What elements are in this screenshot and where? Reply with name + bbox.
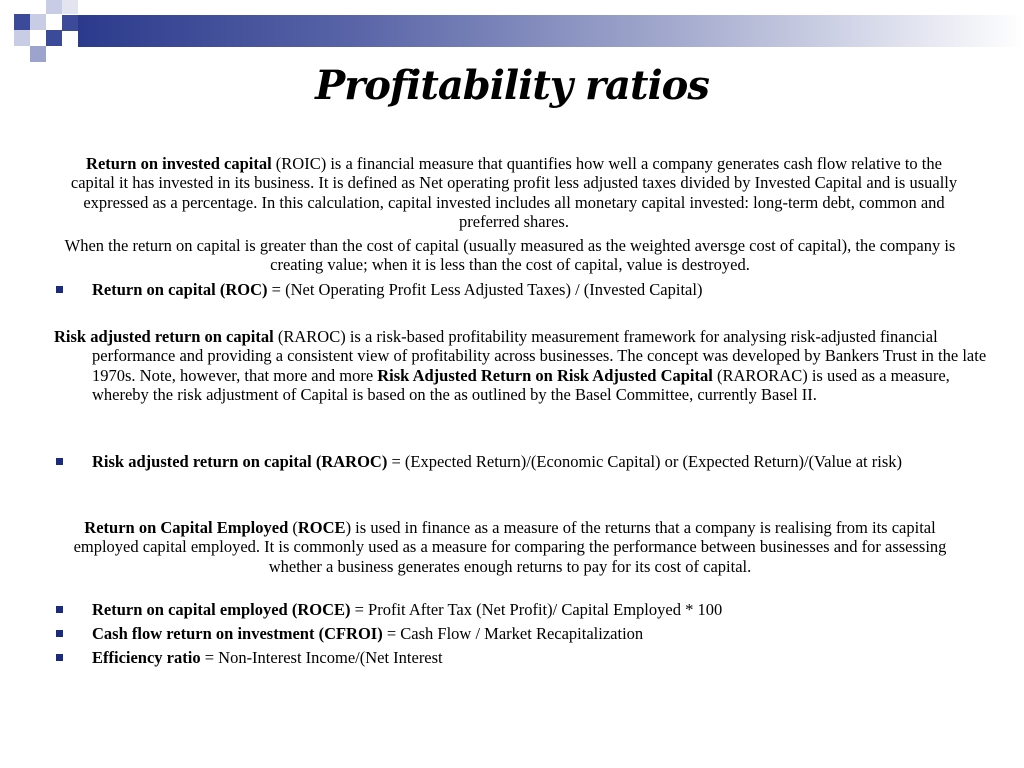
roce-paragraph <box>54 518 966 576</box>
bullet-term: Efficiency ratio <box>92 648 201 667</box>
roc-term: Return on capital (ROC) <box>92 280 268 299</box>
raroc-body-1: (RAROC) is a risk-based profitability measurement framework for analysing risk-adjusted financial performance and providing a consistent view of profitability across businesses. The concept was developed by Bankers Trust in the late 1970s. Note, however, that more and more <box>92 327 987 385</box>
deco-square <box>46 30 62 46</box>
roce-body: ) is used in finance as a measure of the returns that a company is realising from its capital employed capital employed. It is commonly used as a measure for comparing the performance between businesses and for assessing whether a business generates enough returns to pay for its cost of capital. <box>73 518 947 576</box>
deco-square <box>62 0 78 14</box>
roce-abbr: ROCE <box>297 518 346 537</box>
deco-square <box>14 14 30 30</box>
bullet-formula: = Non-Interest Income/(Net Interest <box>200 648 443 667</box>
value-note-text: When the return on capital is greater than the cost of capital (usually measured as the weighted aversge cost of capital), the company is creating value; when it is less than the cost of capital, value is destroyed. <box>64 236 956 275</box>
deco-square <box>46 0 62 14</box>
bullet-term: Return on capital employed (ROCE) <box>92 600 351 619</box>
bullet-formula: = Cash Flow / Market Recapitalization <box>382 624 644 643</box>
raroc-bullet-term: Risk adjusted return on capital (RAROC) <box>92 452 388 471</box>
value-note-paragraph <box>62 236 958 275</box>
raroc-bullet-formula: = (Expected Return)/(Economic Capital) or (Expected Return)/(Value at risk) <box>387 452 903 471</box>
raroc-term: Risk adjusted return on capital <box>54 327 274 346</box>
deco-square <box>30 14 46 30</box>
bullet-icon <box>56 458 63 465</box>
bullet-formula: = Profit After Tax (Net Profit)/ Capital Employed * 100 <box>350 600 723 619</box>
raroc-body-2: (RARORAC) is used as a measure, whereby the risk adjustment of Capital is based on the as outlined by the Basel Committee, currently Basel II. <box>92 365 950 404</box>
roic-paragraph <box>64 154 964 231</box>
bullet-icon <box>56 654 63 661</box>
deco-square <box>62 15 78 31</box>
deco-square <box>14 30 30 46</box>
bullet-icon <box>56 606 63 613</box>
header-decoration <box>0 0 1024 70</box>
roc-formula: = (Net Operating Profit Less Adjusted Taxes) / (Invested Capital) <box>267 280 703 299</box>
deco-square <box>30 46 46 62</box>
bullet-icon <box>56 630 63 637</box>
roic-term: Return on invested capital <box>86 154 272 173</box>
roce-term: Return on Capital Employed <box>84 518 289 537</box>
raroc-paragraph <box>54 327 992 404</box>
rarorac-term: Risk Adjusted Return on Risk Adjusted Capital <box>377 365 713 385</box>
bullet-icon <box>56 286 63 293</box>
roic-body: (ROIC) is a financial measure that quantifies how well a company generates cash flow relative to the capital it has invested in its business. It is defined as Net operating profit less adjusted taxes divided by Invested Capital and is usually expressed as a percentage. In this calculation, capital invested includes all monetary capital invested: long-term debt, common and preferred shares. <box>70 154 958 231</box>
bullet-term: Cash flow return on investment (CFROI) <box>92 624 383 643</box>
roce-paren: ( <box>288 518 298 537</box>
header-gradient-bar <box>78 15 1024 47</box>
slide-title: Profitability ratios <box>315 62 709 109</box>
